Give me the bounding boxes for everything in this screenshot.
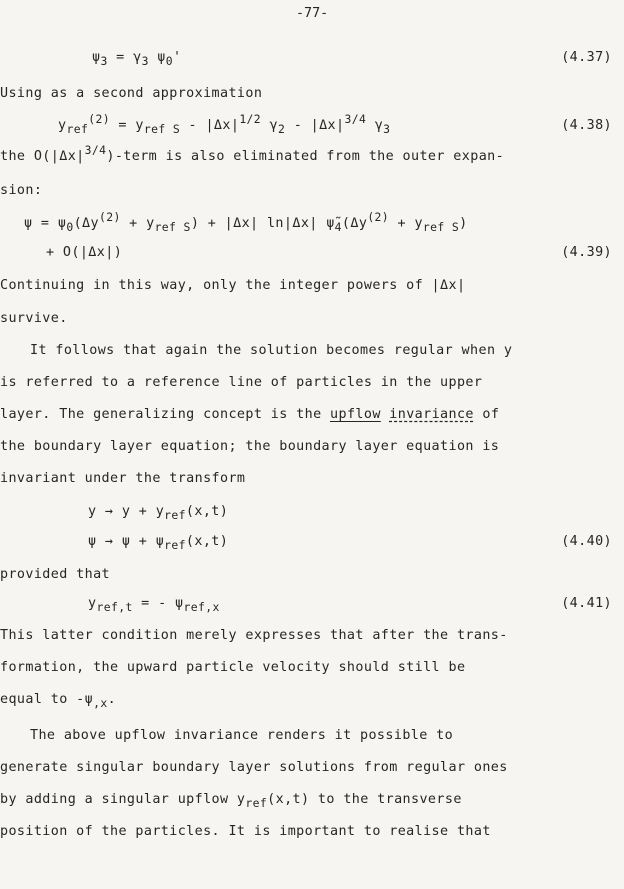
paragraph-line: survive. [0,311,68,326]
paragraph-line: invariant under the transform [0,471,246,486]
paragraph-line: This latter condition merely expresses that after the trans- [0,628,508,643]
paragraph-line: layer. The generalizing concept is the upflow invariance of [0,407,500,422]
equation-4-39-expression: $\psi = \psi_0(\Delta y^{(2)} + y_{ref S}) + |\Delta x|$ ln|Δx| $\psĩ_4(\Delta y^{(2)} + y_{ref S})$ [24,209,468,234]
paragraph-line: The above upflow invariance renders it possible to [30,728,454,743]
equation-4-38-expression: $y_{ref}^{(2)} = y_{ref S} - |\Delta x|^{1/2}$ $\gamma_2 - |\Delta x|^{3/4}$ $\gamma_3$ [58,111,391,136]
page-number: -77- [296,6,329,21]
paragraph-line: sion: [0,183,43,198]
paragraph-line: Continuing in this way, only the integer powers of |Δx| [0,278,466,293]
paragraph-line: It follows that again the solution becomes regular when y [30,343,513,358]
underlined-term-upflow: upflow [330,407,381,422]
paragraph-line: position of the particles. It is important to realise that [0,824,491,839]
paragraph-line: the $O(|\Delta x|^{3/4})$-term is also eliminated from the outer expan- [0,142,505,164]
equation-number: (4.41) [561,596,612,611]
paragraph-line: the boundary layer equation; the boundary layer equation is [0,439,500,454]
equation-number: (4.39) [561,245,612,260]
equation-number: (4.37) [561,50,612,65]
document-page: -77- $\psi_3 = \gamma_3$ $\psi_0'$ (4.37) Using as a second approximation $y_{ref}^{(2)} = y_{ref S} - |\Delta x|^{1/2}$ $\gamma_2 - |\Delta x|^{3/4}$ $\gamma_3$ (4.38) the $O(|\Delta x|^{3/4})$-term is also eliminated from the outer expan- sion: $\psi = \psi_0(\Delta y^{(2)} + y_{ref S}) + |\Delta x|$ ln|Δx| $\psĩ_4(\Delta y^{(2)} + y_{ref S})$ + O(|Δx|) (4.39) Continuing in this way, only the integer powers of |Δx| survive. It follows that again the solution becomes regular when y is referred to a reference line of particles in the upper layer. The generalizing concept is the upflow invariance of the boundary layer equation; the boundary layer equation is invariant under the transform $y \to y + y_{ref}(x,t)$ $\psi \to \psi + \psi_{ref}(x,t)$ (4.40) provided that $y_{ref,t}$ = - $\psi_{ref,x}$ (4.41) This latter condition merely expresses that after the trans- formation, the upward particle velocity should still be equal to $-\psi_{,x}$. The above upflow invariance renders it possible to generate singular boundary layer solutions from regular ones by adding a singular upflow $y_{ref}(x,t)$ to the transverse position of the particles. It is important to realise that [0,0,624,889]
paragraph-line: formation, the upward particle velocity should still be [0,660,466,675]
paragraph-line: provided that [0,567,111,582]
paragraph-line: equal to $-\psi_{,x}$. [0,692,117,710]
paragraph-line: generate singular boundary layer solutions from regular ones [0,760,508,775]
underlined-term-invariance: invariance [389,407,474,422]
equation-4-37-expression: $\psi_3 = \gamma_3$ $\psi_0'$ [92,50,182,68]
paragraph-line: is referred to a reference line of particles in the upper [0,375,483,390]
equation-number: (4.38) [561,118,612,133]
equation-number: (4.40) [561,534,612,549]
paragraph-line: Using as a second approximation [0,86,263,101]
paragraph-line: by adding a singular upflow $y_{ref}(x,t)$ to the transverse [0,792,462,810]
